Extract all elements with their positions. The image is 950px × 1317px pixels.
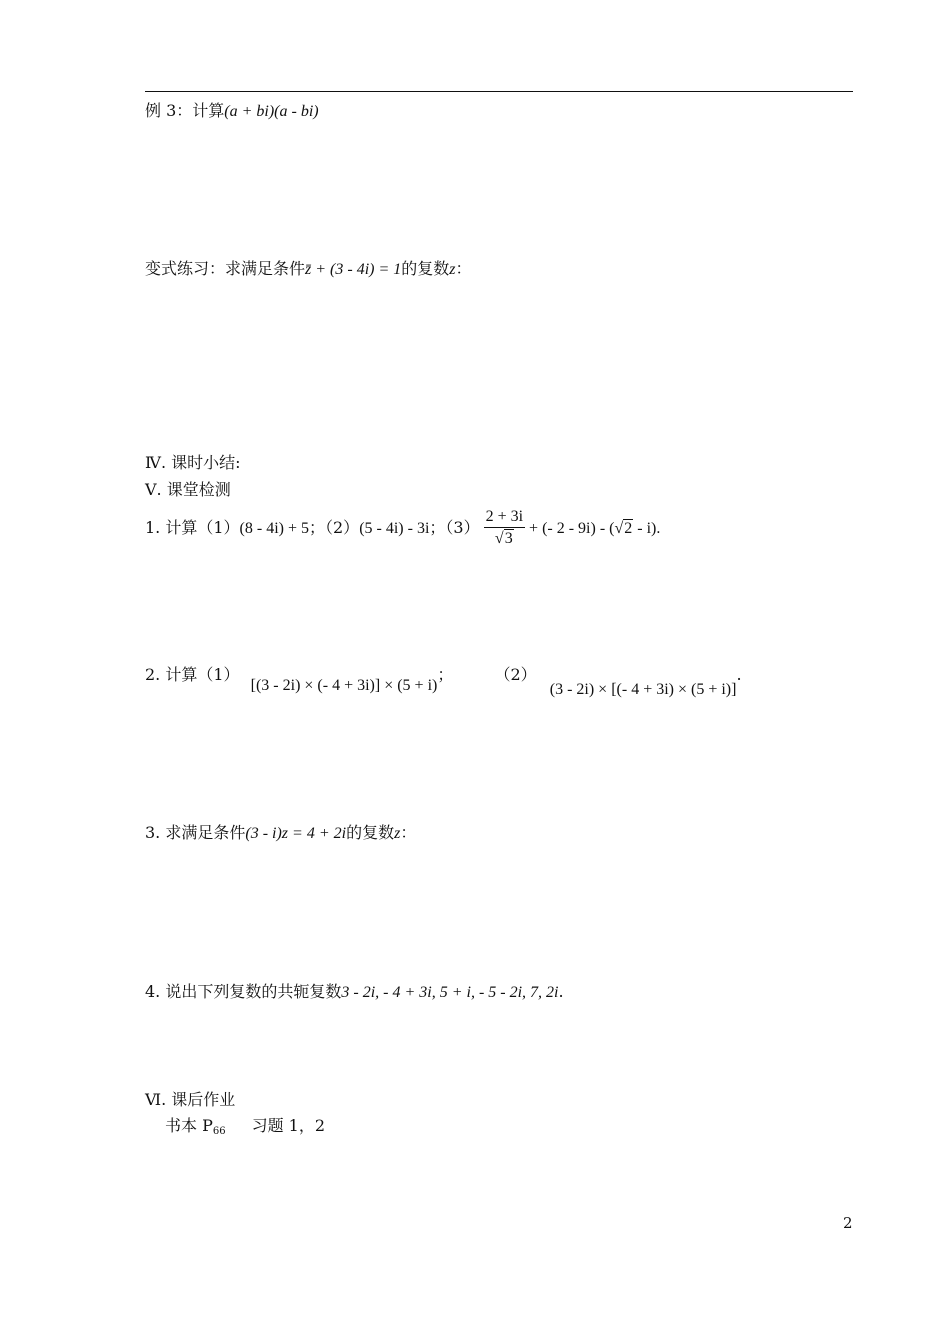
variant-end: ： (455, 259, 472, 278)
q1-expr3-radicand: 2 (624, 520, 633, 537)
variant-exercise (145, 258, 472, 281)
variant-math: z̄ + (3 - 4i) = 1 (305, 261, 402, 278)
q1-sqrt-symbol: √ (494, 530, 504, 547)
q4-math: 3 - 2i, - 4 + 3i, 5 + i, - 5 - 2i, 7, 2i (341, 984, 559, 1001)
q1-expr3-end: - i). (633, 520, 661, 537)
q2-label: 2. 计算（1） (145, 665, 240, 684)
q2-expr1: [(3 - 2i) × (- 4 + 3i)] × (5 + i) (250, 677, 438, 694)
header-rule (145, 91, 853, 92)
example-3 (145, 100, 319, 123)
page-number: 2 (843, 1214, 853, 1232)
q2-expr2: (3 - 2i) × [(- 4 + 3i) × (5 + i)] (549, 681, 737, 698)
q1-frac-den-radicand: 3 (504, 530, 513, 547)
question-1 (145, 505, 660, 552)
homework-book: 书本 P (165, 1116, 213, 1135)
q3-end: ： (400, 823, 417, 842)
section-vi-title: Ⅵ. 课后作业 (145, 1090, 236, 1109)
question-3 (145, 822, 416, 845)
q1-sep2: ；（3） (429, 518, 480, 537)
example-3-math: (a + bi)(a - bi) (224, 103, 319, 120)
q3-math: (3 - i)z = 4 + 2i (245, 825, 347, 842)
example-3-label: 例 3：计算 (145, 101, 225, 120)
q2-sep: ； (437, 665, 454, 684)
section-v-title: Ⅴ. 课堂检测 (145, 480, 231, 499)
section-iv-title: Ⅳ. 课时小结: (145, 453, 241, 472)
q1-expr1: (8 - 4i) + 5 (239, 520, 309, 537)
variant-suffix: 的复数 (401, 259, 450, 278)
q2-end: . (736, 665, 742, 684)
q1-frac-numerator: 2 + 3i (484, 507, 525, 528)
q2-label2: （2） (494, 665, 537, 684)
homework-page: 66 (212, 1126, 226, 1137)
q1-expr2: (5 - 4i) - 3i (359, 520, 430, 537)
homework-exercise: 习题 1，2 (251, 1116, 326, 1135)
variant-var: z (449, 261, 456, 278)
q4-label: 4. 说出下列复数的共轭复数 (145, 982, 342, 1001)
q3-suffix: 的复数 (346, 823, 395, 842)
homework-line (165, 1115, 325, 1143)
q1-sep1: ；（2） (309, 518, 360, 537)
variant-label: 变式练习：求满足条件 (145, 259, 306, 278)
q1-expr3: + (- 2 - 9i) - ( (529, 520, 615, 537)
question-4 (145, 981, 564, 1004)
q1-fraction (484, 507, 525, 550)
q1-frac-denominator (484, 528, 525, 550)
q1-label: 1. 计算（1） (145, 518, 240, 537)
question-2 (145, 664, 742, 698)
q1-sqrt-symbol-2: √ (614, 520, 624, 537)
q4-end: . (558, 982, 564, 1001)
q3-label: 3. 求满足条件 (145, 823, 246, 842)
q3-var: z (394, 825, 401, 842)
